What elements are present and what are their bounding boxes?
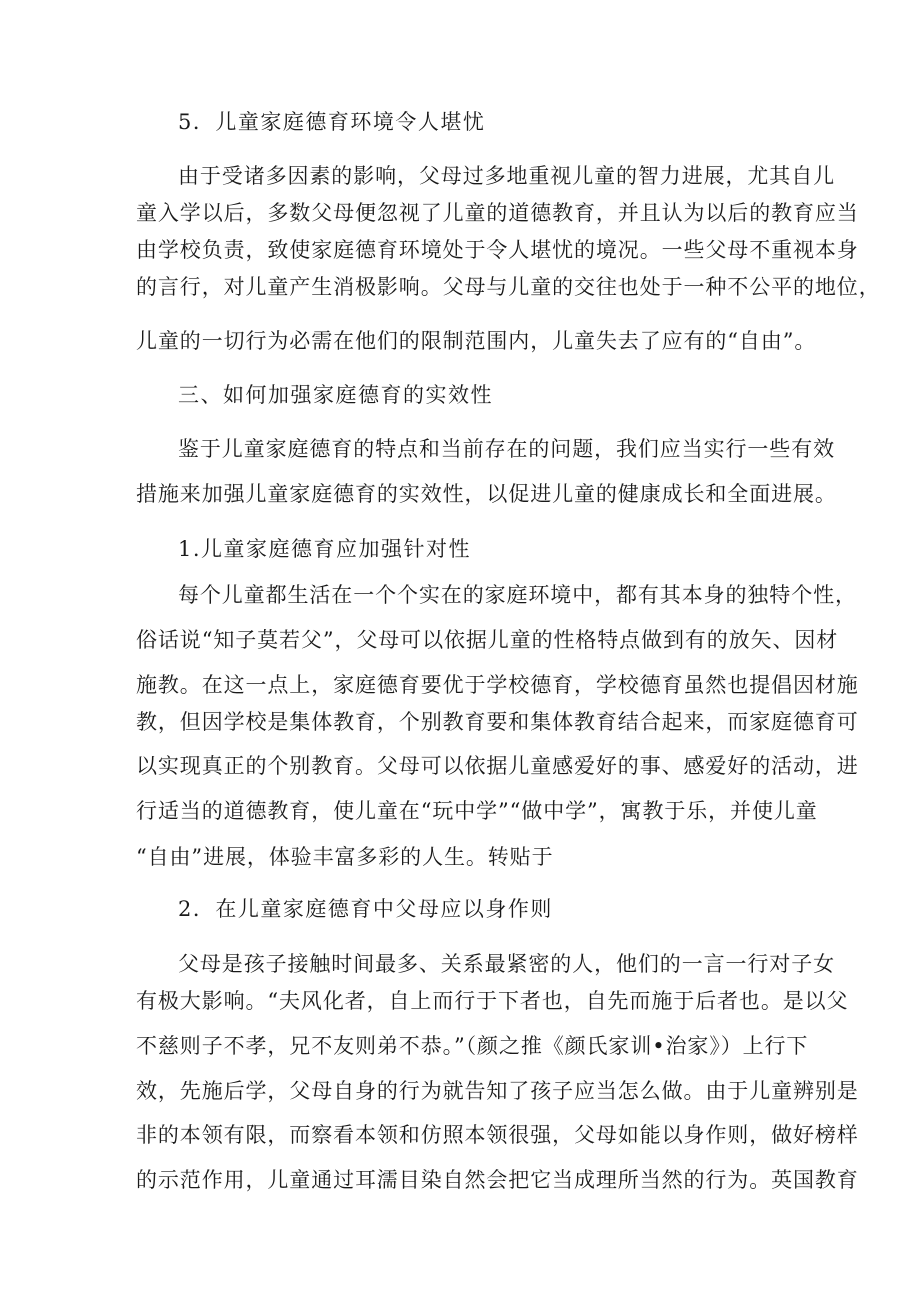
paragraph-line: 行适当的道德教育，使儿童在“玩中学”“做中学”，寓教于乐，并使儿童 [136,799,818,823]
paragraph-line: 由于受诸多因素的影响，父母过多地重视儿童的智力进展，尤其自儿 [178,164,835,188]
paragraph-line: 鉴于儿童家庭德育的特点和当前存在的问题，我们应当实行一些有效 [178,437,835,461]
section-heading-2: 2．在儿童家庭德育中父母应以身作则 [178,897,553,921]
paragraph-line: 由学校负责，致使家庭德育环境处于令人堪忧的境况。一些父母不重视本身 [136,238,859,262]
paragraph-line: 童入学以后，多数父母便忽视了儿童的道德教育，并且认为以后的教育应当 [136,201,859,225]
paragraph-line: 施教。在这一点上，家庭德育要优于学校德育，学校德育虽然也提倡因材施 [136,673,859,697]
section-heading-5: 5．儿童家庭德育环境令人堪忧 [178,110,486,134]
paragraph-line: 每个儿童都生活在一个个实在的家庭环境中，都有其本身的独特个性， [178,583,857,607]
paragraph-line: 效，先施后学，父母自身的行为就告知了孩子应当怎么做。由于儿童辨别是 [136,1079,859,1103]
paragraph-line: 教，但因学校是集体教育，个别教育要和集体教育结合起来，而家庭德育可 [136,710,859,734]
paragraph-line: 的示范作用，儿童通过耳濡目染自然会把它当成理所当然的行为。英国教育 [136,1168,859,1192]
paragraph-line: 以实现真正的个别教育。父母可以依据儿童感爱好的事、感爱好的活动，进 [136,754,859,778]
paragraph-line: 不慈则子不孝，兄不友则弟不恭。”（颜之推《颜氏家训•治家》）上行下 [136,1034,809,1058]
section-heading-1: 1.儿童家庭德育应加强针对性 [178,537,472,561]
paragraph-line: 俗话说“知子莫若父”，父母可以依据儿童的性格特点做到有的放矢、因材 [136,628,839,652]
paragraph-line: 非的本领有限，而察看本领和仿照本领很强，父母如能以身作则，做好榜样 [136,1123,859,1147]
paragraph-line: 有极大影响。“夫风化者，自上而行于下者也，自先而施于后者也。是以父 [136,989,849,1013]
section-heading-3: 三、如何加强家庭德育的实效性 [178,383,493,407]
paragraph-line: “自由”进展，体验丰富多彩的人生。转贴于 [136,845,554,869]
paragraph-line: 父母是孩子接触时间最多、关系最紧密的人，他们的一言一行对子女 [178,952,835,976]
paragraph-line: 的言行，对儿童产生消极影响。父母与儿童的交往也处于一种不公平的地位， [136,275,881,299]
paragraph-line: 措施来加强儿童家庭德育的实效性，以促进儿童的健康成长和全面进展。 [136,482,837,506]
paragraph-line: 儿童的一切行为必需在他们的限制范围内，儿童失去了应有的“自由”。 [136,329,817,353]
